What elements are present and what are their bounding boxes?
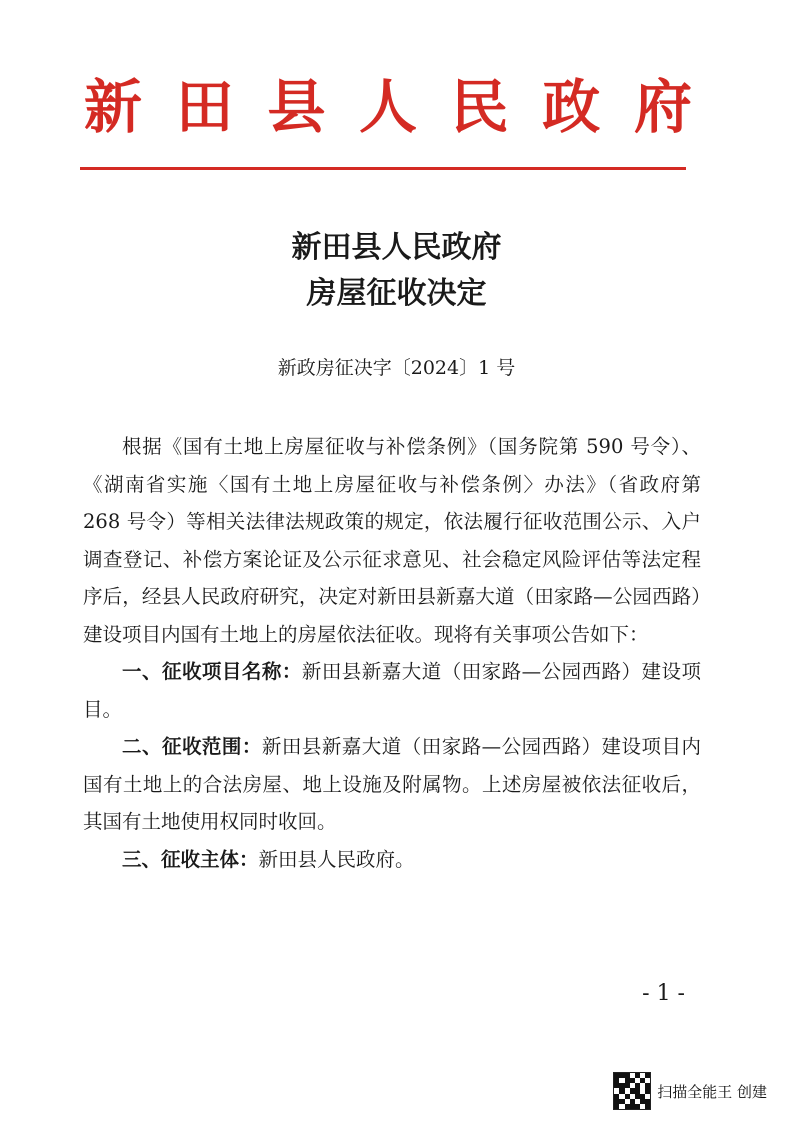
paragraph-text: 新田县新嘉大道（田家路—公园西路）建设项目内国有土地上的合法房屋、地上设施及附属物。上述房屋被依法征收后，其国有土地使用权同时收回。 [83,735,701,833]
paragraph-heading: 一、征收项目名称： [122,660,302,683]
paragraph-text: 新田县人民政府。 [258,847,415,871]
qr-code-icon [613,1072,651,1110]
masthead-red-rule [80,167,686,170]
watermark-text: 扫描全能王 创建 [657,1082,767,1101]
paragraph-heading: 三、征收主体： [122,847,259,871]
masthead-char: 政 [542,73,601,141]
masthead-char: 民 [450,73,509,141]
document-title-line-2: 房屋征收决定 [306,276,487,311]
document-title-line-1: 新田县人民政府 [291,230,502,265]
scanner-watermark [613,1072,767,1110]
masthead-char: 田 [175,73,234,141]
document-body [83,428,701,878]
document-number: 新政房征决字〔2024〕1 号 [277,357,516,379]
paragraph-item [83,841,701,879]
paragraph-intro [83,428,701,653]
paragraph-text: 根据《国有土地上房屋征收与补偿条例》（国务院第 590 号令）、《湖南省实施〈国有土地上房屋征收与补偿条例〉办法》（省政府第 268 号令）等相关法律法规政策的规定，依法履行征收范围公示、入户调查登记、补偿方案论证及公示征求意见、社会稳定风险评估等法定程序后，经县人民政府研究，决定对新田县新嘉大道（田家路—公园西路）建设项目内国有土地上的房屋依法征收。现将有关事项公告如下： [83,435,701,646]
masthead [84,72,692,142]
masthead-char: 府 [633,73,692,141]
paragraph-heading: 二、征收范围： [122,735,262,758]
masthead-char: 新 [84,73,143,141]
page-number: - 1 - [642,981,685,1006]
paragraph-item [83,728,701,841]
masthead-char: 人 [358,73,417,141]
paragraph-text: 新田县新嘉大道（田家路—公园西路）建设项目。 [83,660,701,721]
masthead-char: 县 [267,73,326,141]
paragraph-item [83,653,701,728]
